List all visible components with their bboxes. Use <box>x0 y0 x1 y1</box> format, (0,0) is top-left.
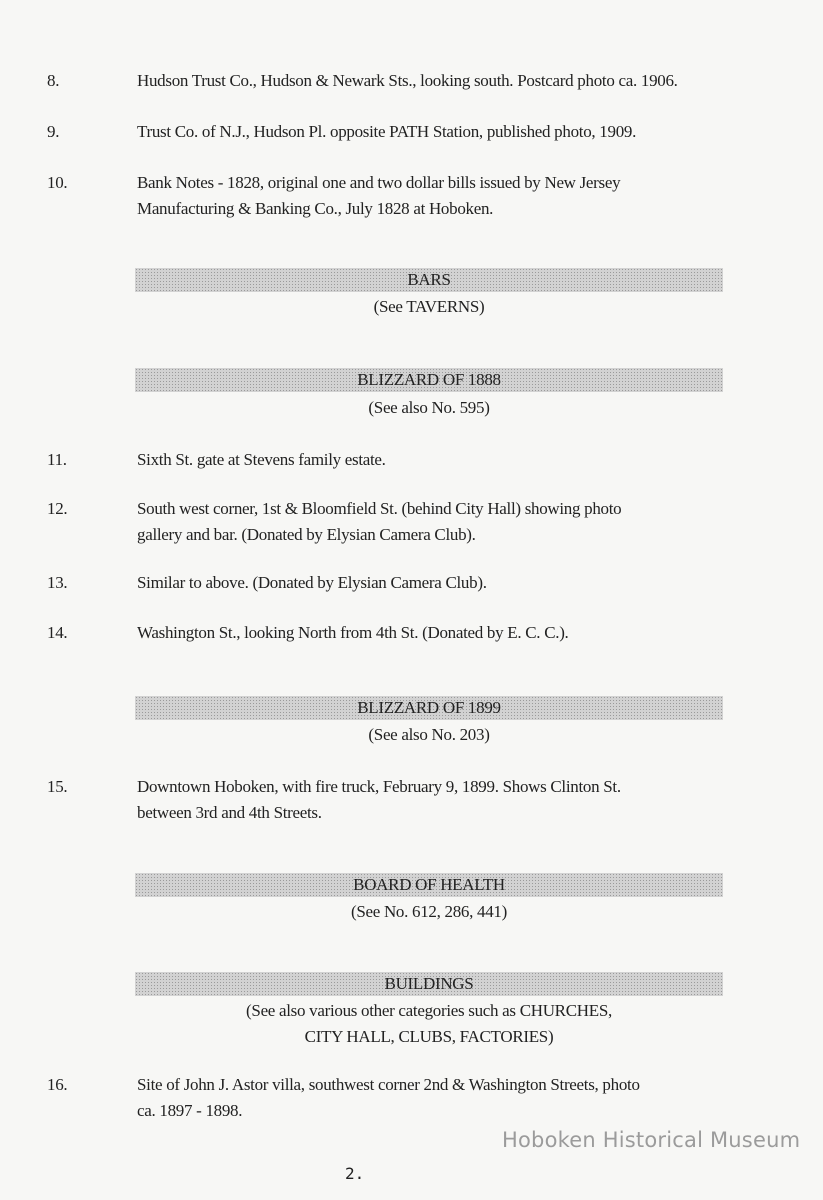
see-reference-blizzard-1899: (See also No. 203) <box>368 725 490 744</box>
museum-watermark: Hoboken Historical Museum <box>502 1128 801 1152</box>
entry-text: Similar to above. (Donated by Elysian Camera Club). <box>137 573 487 592</box>
entry-number: 8. <box>47 71 60 90</box>
entry-text: Site of John J. Astor villa, southwest corner 2nd & Washington Streets, photo ca. 1897 - 1898. <box>137 1075 640 1120</box>
section-title-bars: BARS <box>407 270 451 289</box>
entry-number: 13. <box>47 573 68 592</box>
section-title-blizzard-1899: BLIZZARD OF 1899 <box>357 698 501 717</box>
entry-text: Hudson Trust Co., Hudson & Newark Sts., looking south. Postcard photo ca. 1906. <box>137 71 678 90</box>
section-title-buildings: BUILDINGS <box>384 974 474 993</box>
entry-text: Washington St., looking North from 4th St. (Donated by E. C. C.). <box>137 623 569 642</box>
entry-number: 15. <box>47 777 68 796</box>
entry-text: Downtown Hoboken, with fire truck, February 9, 1899. Shows Clinton St. between 3rd and 4th Streets. <box>137 777 621 822</box>
see-reference-board-of-health: (See No. 612, 286, 441) <box>351 902 507 921</box>
section-title-board-of-health: BOARD OF HEALTH <box>353 875 505 894</box>
entry-text: Bank Notes - 1828, original one and two dollar bills issued by New Jersey Manufacturing & Banking Co., July 1828 at Hoboken. <box>137 173 621 218</box>
see-reference-blizzard-1888: (See also No. 595) <box>368 398 490 417</box>
entry-text: South west corner, 1st & Bloomfield St. (behind City Hall) showing photo gallery and bar. (Donated by Elysian Camera Club). <box>137 499 622 544</box>
entry-text: Trust Co. of N.J., Hudson Pl. opposite PATH Station, published photo, 1909. <box>137 122 637 141</box>
entry-text: Sixth St. gate at Stevens family estate. <box>137 450 386 469</box>
entry-number: 10. <box>47 173 68 192</box>
entry-number: 9. <box>47 122 60 141</box>
see-reference-bars: (See TAVERNS) <box>373 297 485 316</box>
section-title-blizzard-1888: BLIZZARD OF 1888 <box>357 370 501 389</box>
entry-number: 14. <box>47 623 68 642</box>
page-number: 2. <box>345 1164 365 1183</box>
see-reference-buildings-line-1: (See also various other categories such as CHURCHES, <box>246 1001 612 1020</box>
see-reference-buildings-line-2: CITY HALL, CLUBS, FACTORIES) <box>304 1027 554 1046</box>
entry-number: 11. <box>47 450 67 469</box>
entry-number: 16. <box>47 1075 68 1094</box>
entry-number: 12. <box>47 499 68 518</box>
